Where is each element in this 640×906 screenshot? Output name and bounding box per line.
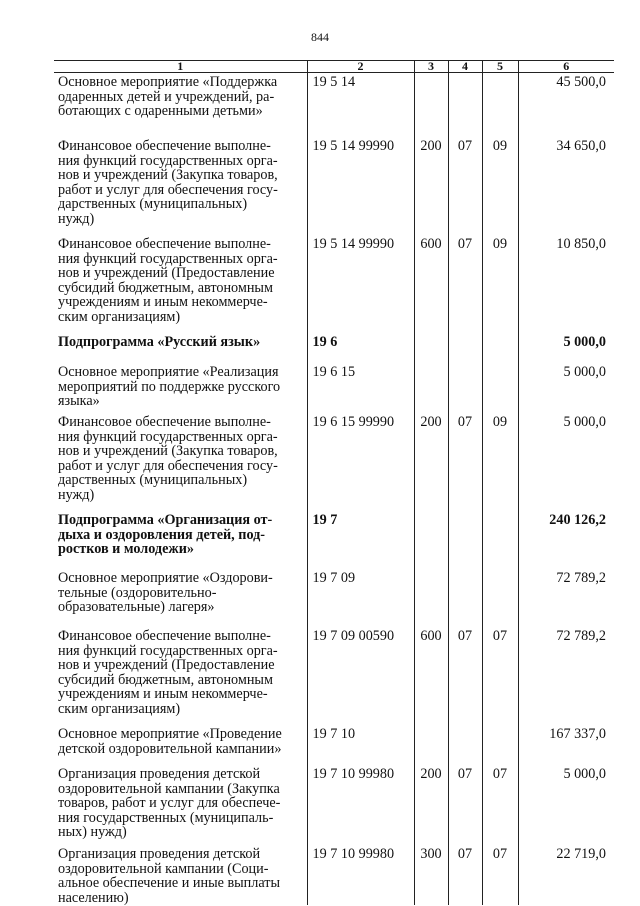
pr-cell: 07 xyxy=(482,845,518,905)
name-cell xyxy=(54,845,307,905)
rz-cell: 07 xyxy=(448,235,482,333)
name-cell xyxy=(54,569,307,627)
name-line: Финансовое обеспечение выполне- xyxy=(58,414,271,430)
pr-cell: 09 xyxy=(482,137,518,235)
name-line: ных) нужд) xyxy=(58,824,127,840)
name-cell xyxy=(54,363,307,413)
name-cell xyxy=(54,413,307,511)
name-line: одаренных детей и учреждений, ра- xyxy=(58,88,275,105)
name-line: учреждениям и иным некоммерче- xyxy=(58,294,268,310)
pr-cell xyxy=(482,73,518,138)
sum-cell: 5 000,0 xyxy=(518,333,614,363)
name-line: тельные (оздоровительно- xyxy=(58,584,217,601)
name-line: ния функций государственных орга- xyxy=(58,642,278,659)
budget-table xyxy=(54,60,614,905)
name-line: субсидий бюджетным, автономным xyxy=(58,279,273,296)
name-line: Финансовое обеспечение выполне- xyxy=(58,138,271,154)
name-line: Подпрограмма «Организация от- xyxy=(58,512,273,528)
name-line: мероприятий по поддержке русского xyxy=(58,378,281,395)
name-cell xyxy=(54,725,307,765)
table-row xyxy=(54,627,614,725)
vr-cell: 200 xyxy=(414,137,448,235)
table-header-row xyxy=(54,61,614,73)
code-cell: 19 6 xyxy=(307,333,414,363)
vr-cell xyxy=(414,511,448,569)
code-cell: 19 5 14 99990 xyxy=(307,137,414,235)
name-line: нов и учреждений (Предоставление xyxy=(58,657,275,673)
table-row xyxy=(54,413,614,511)
name-line: дыха и оздоровления детей, под- xyxy=(58,526,266,543)
pr-cell: 09 xyxy=(482,235,518,333)
sum-cell: 167 337,0 xyxy=(518,725,614,765)
name-line: товаров, работ и услуг для обеспече- xyxy=(58,795,281,811)
name-line: нов и учреждений (Предоставление xyxy=(58,265,275,281)
sum-cell: 240 126,2 xyxy=(518,511,614,569)
sum-cell: 5 000,0 xyxy=(518,765,614,845)
vr-cell: 300 xyxy=(414,845,448,905)
name-line: Организация проведения детской xyxy=(58,846,261,862)
vr-cell xyxy=(414,725,448,765)
name-line: Основное мероприятие «Проведение xyxy=(58,726,282,742)
header-cell-1: 1 xyxy=(54,61,307,73)
sum-cell: 72 789,2 xyxy=(518,569,614,627)
pr-cell xyxy=(482,725,518,765)
name-line: нов и учреждений (Закупка товаров, xyxy=(58,167,278,183)
code-cell: 19 6 15 99990 xyxy=(307,413,414,511)
name-cell xyxy=(54,333,307,363)
name-line: ским организациям) xyxy=(58,700,181,717)
rz-cell xyxy=(448,333,482,363)
code-cell: 19 7 10 99980 xyxy=(307,765,414,845)
code-cell: 19 7 10 99980 xyxy=(307,845,414,905)
rz-cell: 07 xyxy=(448,845,482,905)
pr-cell: 09 xyxy=(482,413,518,511)
rz-cell: 07 xyxy=(448,765,482,845)
name-line: дарственных (муниципальных) xyxy=(58,472,248,488)
name-line: Основное мероприятие «Реализация xyxy=(58,364,279,380)
pr-cell xyxy=(482,363,518,413)
table-row xyxy=(54,73,614,138)
code-cell: 19 7 09 00590 xyxy=(307,627,414,725)
name-line: Финансовое обеспечение выполне- xyxy=(58,628,271,644)
pr-cell: 07 xyxy=(482,627,518,725)
pr-cell: 07 xyxy=(482,765,518,845)
code-cell: 19 7 10 xyxy=(307,725,414,765)
table-row xyxy=(54,511,614,569)
name-line: ния государственных (муниципаль- xyxy=(58,809,274,826)
name-line: Подпрограмма «Русский язык» xyxy=(58,334,261,350)
name-line: дарственных (муниципальных) xyxy=(58,196,248,212)
vr-cell: 200 xyxy=(414,413,448,511)
name-line: ростков и молодежи» xyxy=(58,541,194,557)
header-cell-4: 4 xyxy=(448,61,482,73)
name-line: Основное мероприятие «Поддержка xyxy=(58,74,278,90)
name-line: ботающих с одаренными детьми» xyxy=(58,103,263,119)
rz-cell xyxy=(448,73,482,138)
table-row xyxy=(54,363,614,413)
table-row xyxy=(54,333,614,363)
table-row xyxy=(54,765,614,845)
code-cell: 19 7 xyxy=(307,511,414,569)
name-line: населению) xyxy=(58,889,129,906)
code-cell: 19 7 09 xyxy=(307,569,414,627)
vr-cell: 600 xyxy=(414,235,448,333)
name-cell xyxy=(54,235,307,333)
name-line: ния функций государственных орга- xyxy=(58,152,278,169)
rz-cell: 07 xyxy=(448,137,482,235)
sum-cell: 22 719,0 xyxy=(518,845,614,905)
name-line: образовательные) лагеря» xyxy=(58,599,215,615)
sum-cell: 5 000,0 xyxy=(518,413,614,511)
code-cell: 19 6 15 xyxy=(307,363,414,413)
table-row xyxy=(54,725,614,765)
name-line: Основное мероприятие «Оздорови- xyxy=(58,570,273,586)
rz-cell xyxy=(448,725,482,765)
name-line: ским организациям) xyxy=(58,308,181,325)
sum-cell: 72 789,2 xyxy=(518,627,614,725)
vr-cell xyxy=(414,333,448,363)
name-line: ния функций государственных орга- xyxy=(58,428,278,445)
name-cell xyxy=(54,137,307,235)
rz-cell xyxy=(448,363,482,413)
pr-cell xyxy=(482,569,518,627)
name-line: Финансовое обеспечение выполне- xyxy=(58,236,271,252)
name-line: работ и услуг для обеспечения госу- xyxy=(58,457,278,474)
name-line: ния функций государственных орга- xyxy=(58,250,278,267)
vr-cell: 600 xyxy=(414,627,448,725)
rz-cell: 07 xyxy=(448,413,482,511)
rz-cell xyxy=(448,511,482,569)
table-row xyxy=(54,569,614,627)
name-line: языка» xyxy=(58,393,100,409)
vr-cell: 200 xyxy=(414,765,448,845)
pr-cell xyxy=(482,333,518,363)
rz-cell xyxy=(448,569,482,627)
code-cell: 19 5 14 xyxy=(307,73,414,138)
name-line: учреждениям и иным некоммерче- xyxy=(58,686,268,702)
name-line: оздоровительной кампании (Закупка xyxy=(58,780,280,797)
vr-cell xyxy=(414,73,448,138)
name-cell xyxy=(54,511,307,569)
name-line: детской оздоровительной кампании» xyxy=(58,740,282,757)
name-cell xyxy=(54,765,307,845)
name-line: нужд) xyxy=(58,210,95,227)
table-row xyxy=(54,137,614,235)
name-line: нов и учреждений (Закупка товаров, xyxy=(58,443,278,459)
sum-cell: 34 650,0 xyxy=(518,137,614,235)
table-row xyxy=(54,845,614,905)
header-cell-6: 6 xyxy=(518,61,614,73)
vr-cell xyxy=(414,569,448,627)
sum-cell: 5 000,0 xyxy=(518,363,614,413)
sum-cell: 10 850,0 xyxy=(518,235,614,333)
name-cell xyxy=(54,73,307,138)
name-line: субсидий бюджетным, автономным xyxy=(58,671,273,688)
header-cell-2: 2 xyxy=(307,61,414,73)
vr-cell xyxy=(414,363,448,413)
name-line: Организация проведения детской xyxy=(58,766,261,782)
code-cell: 19 5 14 99990 xyxy=(307,235,414,333)
name-line: альное обеспечение и иные выплаты xyxy=(58,875,281,891)
name-line: оздоровительной кампании (Соци- xyxy=(58,860,269,877)
page-number: 844 xyxy=(311,30,329,44)
sum-cell: 45 500,0 xyxy=(518,73,614,138)
pr-cell xyxy=(482,511,518,569)
header-cell-3: 3 xyxy=(414,61,448,73)
name-cell xyxy=(54,627,307,725)
name-line: работ и услуг для обеспечения госу- xyxy=(58,181,278,198)
table-row xyxy=(54,235,614,333)
header-cell-5: 5 xyxy=(482,61,518,73)
rz-cell: 07 xyxy=(448,627,482,725)
name-line: нужд) xyxy=(58,486,95,503)
